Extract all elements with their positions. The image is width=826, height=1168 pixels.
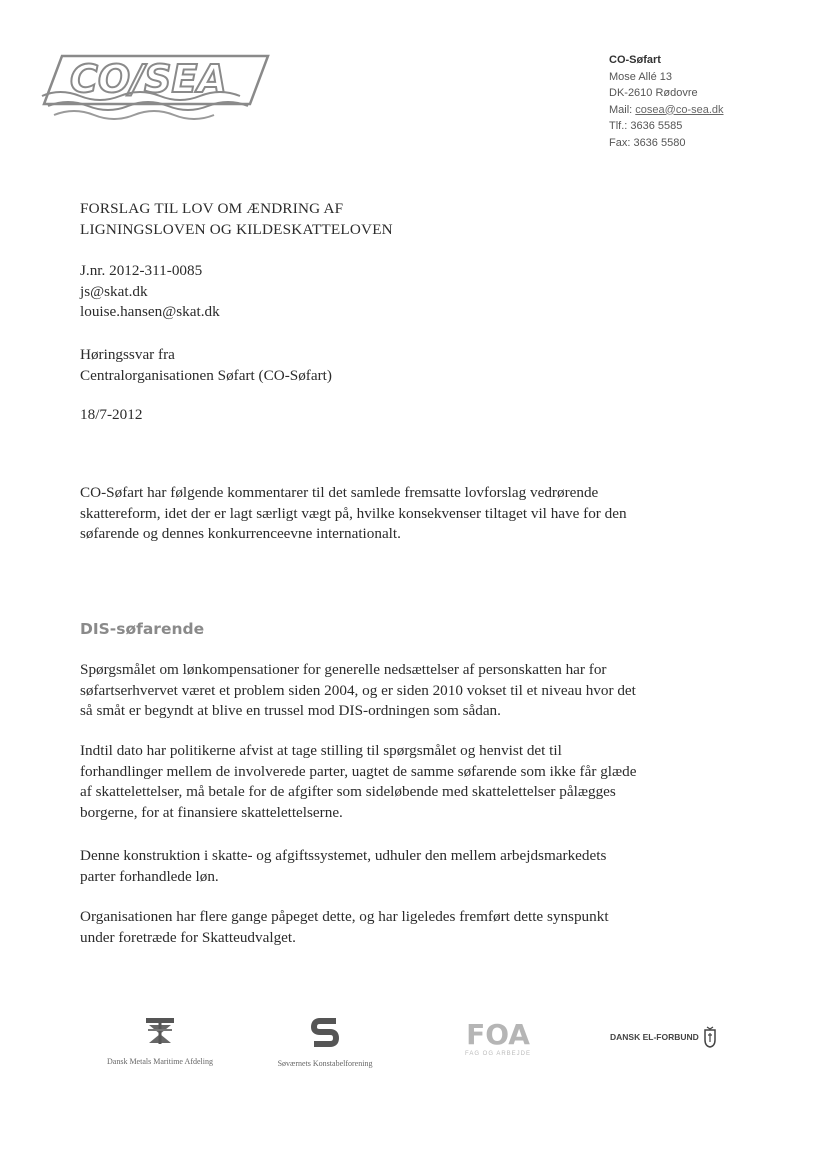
paragraph-2 [80,741,750,823]
paragraph-line: parter forhandlede løn. [80,867,219,885]
cosea-logo-graphic [40,48,270,120]
address-mail [609,102,724,119]
paragraph-line: borgerne, for at finansiere skattelettelserne. [80,803,343,821]
paragraph-4 [80,907,750,948]
title-line-2: LIGNINGSLOVEN OG KILDESKATTELOVEN [80,220,393,238]
paragraph-line: søfartserhvervet været et problem siden 2004, og er siden 2010 vokset til et niveau hvor det [80,681,636,699]
sender-line-2: Centralorganisationen Søfart (CO-Søfart) [80,366,332,384]
foa-text: FOA [466,1018,530,1048]
soevaernets-caption: Søværnets Konstabelforening [277,1059,373,1068]
title-line-1: FORSLAG TIL LOV OM ÆNDRING AF [80,200,344,217]
paragraph-line: Spørgsmålet om lønkompensationer for generelle nedsættelser af personskatten har for [80,661,607,678]
mail-link[interactable]: cosea@co-sea.dk [635,103,724,116]
paragraph-3 [80,846,750,887]
soevaernets-logo [255,1016,395,1068]
paragraph-line: forhandlinger mellem de involverede parter, uagtet de samme søfarende som ikke får glæde [80,762,637,780]
reference-block [80,261,220,323]
address-block [609,52,724,151]
address-phone: Tlf.: 3636 5585 [609,120,683,132]
paragraph-line: Denne konstruktion i skatte- og afgiftssystemet, udhuler den mellem arbejdsmarkedets [80,847,607,864]
ref-email-1: js@skat.dk [80,282,148,300]
address-fax: Fax: 3636 5580 [609,136,686,149]
ref-email-2: louise.hansen@skat.dk [80,303,220,320]
intro-line: CO-Søfart har følgende kommentarer til det samlede fremsatte lovforslag vedrørende [80,484,599,501]
paragraph-1 [80,660,750,722]
paragraph-line: Organisationen har flere gange påpeget dette, og har ligeledes fremført dette synspunkt [80,908,609,925]
journal-number: J.nr. 2012-311-0085 [80,262,203,279]
intro-line: skattereform, idet der er lagt særligt vægt på, hvilke konsekvenser tiltaget vil have for den [80,504,627,522]
logo-text: CO/SEA [70,57,227,101]
paragraph-line: af skattelettelser, må betale for de afgifter som sideløbende med skattelettelser pålægges [80,783,616,800]
address-city: DK-2610 Rødovre [609,87,698,99]
intro-line: søfarende og dennes konkurrenceevne internationalt. [80,525,401,542]
foa-wordmark [456,1018,540,1048]
address-org: CO-Søfart [609,54,661,66]
dansk-el-forbund-logo [610,1026,725,1048]
section-heading: DIS-søfarende [80,620,205,638]
address-street: Mose Allé 13 [609,70,672,83]
foa-subtitle: FAG OG ARBEJDE [464,1051,531,1057]
paragraph-line: Indtil dato har politikerne afvist at tage stilling til spørgsmålet og henvist det til [80,742,562,759]
intro-paragraph [80,483,740,545]
paragraph-line: så småt er begyndt at blive en trussel mod DIS-ordningen som sådan. [80,702,501,719]
mail-label: Mail: [609,103,633,116]
crest-icon [703,1026,717,1048]
document-title [80,199,393,240]
foa-logo [448,1018,548,1057]
dansk-metal-caption: Dansk Metals Maritime Afdeling [107,1057,213,1066]
el-forbund-caption: DANSK EL-FORBUND [610,1032,699,1042]
cosea-logo [40,48,270,120]
sender-block [80,345,332,386]
document-date: 18/7-2012 [80,406,143,423]
s-emblem-icon [310,1016,340,1050]
paragraph-line: under foretræde for Skatteudvalget. [80,928,296,946]
sender-line-1: Høringssvar fra [80,346,175,363]
dansk-metal-logo [80,1016,240,1066]
anchor-icon [143,1016,177,1046]
